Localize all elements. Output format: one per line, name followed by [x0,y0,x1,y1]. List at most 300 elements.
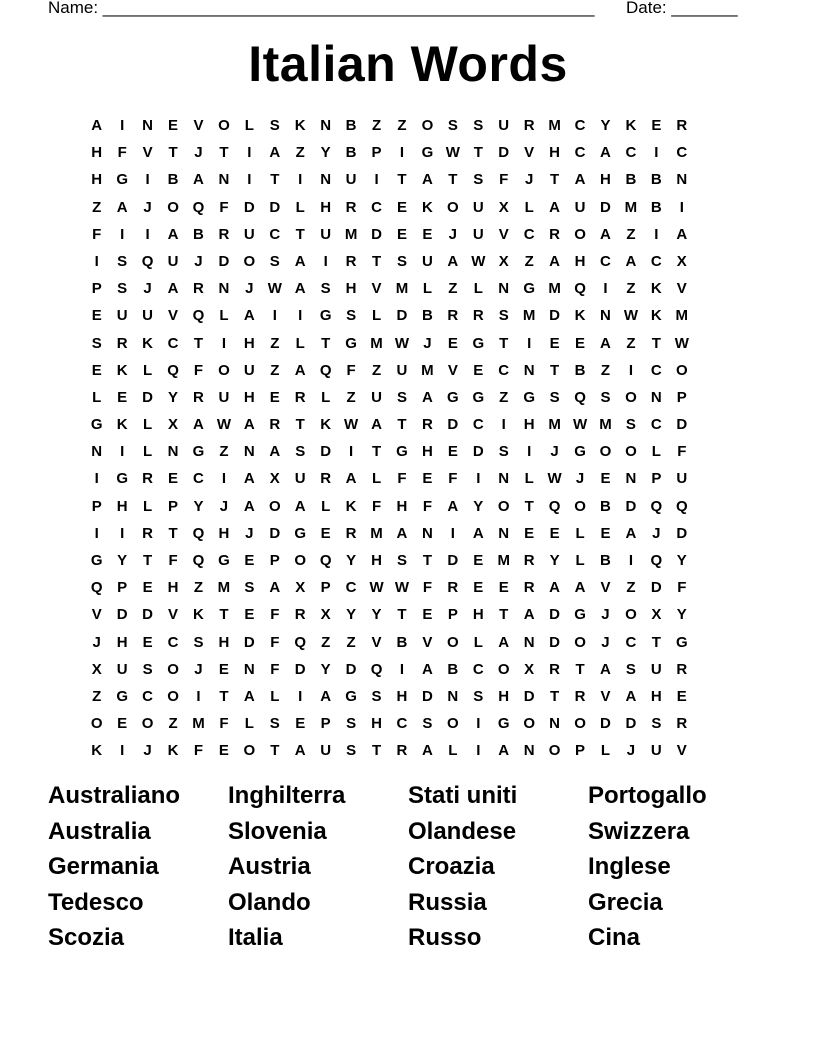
grid-letter: G [192,443,205,461]
grid-letter: H [600,171,611,189]
grid-letter: P [575,742,586,760]
grid-letter: N [421,524,433,542]
grid-letter: G [90,552,103,569]
grid-letter: E [168,470,179,488]
grid-letter: F [193,361,204,379]
grid-letter: P [168,497,179,515]
grid-letter: B [574,361,586,379]
grid-letter: K [421,198,433,216]
grid-letter: H [345,280,357,298]
grid-letter: Y [600,117,611,134]
grid-letter: P [447,606,458,624]
grid-letter: F [448,470,458,488]
grid-letter: R [676,660,688,678]
grid-letter: L [524,198,534,216]
grid-letter: A [600,334,611,352]
grid-letter: A [676,225,688,243]
grid-letter: J [550,443,559,461]
grid-letter: C [625,144,637,162]
grid-letter: E [498,579,509,597]
grid-letter: R [523,579,535,597]
grid-letter: W [216,416,231,434]
grid-letter: E [447,443,458,461]
grid-letter: W [394,334,410,352]
grid-letter: D [472,443,484,461]
grid-letter: R [447,307,459,325]
grid-letter: I [120,117,125,134]
grid-letter: N [650,388,662,406]
grid-letter: O [675,361,688,379]
grid-letter: A [294,742,306,760]
grid-letter: M [344,225,358,243]
grid-letter: R [142,470,154,488]
grid-letter: W [369,579,384,597]
word-list-item: Inglese [588,853,671,880]
grid-letter: I [145,171,150,189]
grid-letter: Z [626,225,636,243]
grid-letter: V [498,225,509,243]
grid-letter: O [574,225,586,243]
grid-letter: M [548,280,561,298]
grid-letter: Z [193,579,204,597]
grid-letter: R [294,606,306,624]
grid-letter: T [143,552,153,569]
grid-letter: D [269,198,281,216]
grid-letter: F [193,742,204,760]
grid-letter: M [217,579,231,597]
grid-letter: C [371,198,382,216]
grid-letter: Q [574,280,586,298]
grid-letter: R [447,579,459,597]
grid-letter: V [91,606,102,624]
grid-letter: Q [167,361,179,379]
grid-letter: G [294,524,307,542]
grid-letter: P [320,579,331,597]
grid-letter: A [549,579,561,597]
grid-letter: F [168,552,178,569]
grid-letter: A [371,416,382,434]
grid-letter: A [625,252,637,270]
grid-letter: Z [92,198,102,216]
grid-letter: P [320,715,331,733]
grid-letter: E [473,552,484,569]
grid-letter: T [397,606,407,624]
grid-letter: Q [548,497,561,515]
grid-letter: T [651,633,661,651]
grid-letter: C [498,361,510,379]
grid-letter: D [523,687,535,705]
grid-letter: K [345,497,357,515]
grid-letter: D [421,687,433,705]
grid-letter: C [523,225,535,243]
grid-letter: Z [524,252,534,270]
grid-letter: I [450,524,455,542]
grid-letter: I [247,171,252,189]
grid-letter: K [294,117,306,134]
grid-letter: Z [626,334,636,352]
grid-letter: A [116,198,128,216]
grid-letter: E [600,470,611,488]
grid-letter: H [371,715,382,733]
grid-letter: Z [626,280,636,298]
grid-letter: L [575,524,585,542]
grid-letter: M [370,334,383,352]
grid-letter: A [472,524,484,542]
grid-row [84,520,695,547]
grid-letter: E [549,334,560,352]
grid-letter: E [91,307,102,325]
grid-letter: A [625,524,637,542]
grid-row [84,275,695,302]
grid-letter: G [497,715,510,733]
grid-letter: W [267,280,282,298]
grid-letter: N [549,715,561,733]
grid-letter: H [167,579,179,597]
grid-letter: M [522,307,536,325]
grid-letter: T [651,334,661,352]
grid-letter: J [524,171,534,189]
grid-letter: J [601,606,610,624]
grid-row [84,139,695,166]
grid-letter: W [445,144,460,162]
word-list [48,778,788,956]
grid-letter: D [447,416,459,434]
grid-letter: I [298,687,303,705]
grid-letter: S [396,552,407,569]
word-list-item: Swizzera [588,817,690,845]
grid-letter: I [476,742,481,760]
grid-letter: H [498,687,510,705]
grid-letter: C [650,252,662,270]
grid-letter: Q [574,388,586,406]
grid-letter: E [396,198,407,216]
grid-letter: G [218,552,230,569]
grid-letter: I [298,171,303,189]
grid-letter: L [651,443,661,461]
grid-letter: C [345,579,357,597]
grid-letter: A [421,171,433,189]
grid-letter: Q [319,552,332,569]
grid-letter: M [192,715,205,733]
grid-letter: O [243,742,256,760]
grid-letter: A [421,388,433,406]
grid-letter: I [654,144,659,162]
grid-letter: A [549,252,561,270]
grid-letter: E [218,660,229,678]
grid-letter: L [473,633,483,651]
grid-letter: I [94,524,99,542]
grid-letter: X [91,660,102,678]
grid-letter: D [345,660,357,678]
grid-letter: Y [549,552,560,569]
grid-row [84,547,695,574]
grid-letter: S [117,252,128,270]
grid-letter: S [396,388,407,406]
grid-row [84,574,695,601]
grid-letter: X [320,606,331,624]
grid-letter: Q [141,252,154,270]
grid-letter: L [371,307,382,325]
grid-letter: B [625,171,637,189]
grid-letter: V [524,144,535,162]
grid-letter: S [549,388,560,406]
grid-row [84,438,695,465]
grid-letter: G [447,388,459,406]
word-list-item: Australiano [48,782,181,809]
grid-letter: H [91,171,103,189]
grid-letter: F [219,715,229,733]
grid-letter: J [92,633,101,651]
grid-letter: E [473,361,484,379]
grid-letter: Z [321,633,331,651]
grid-letter: C [396,715,408,733]
grid-letter: K [320,416,332,434]
grid-letter: D [218,252,230,270]
grid-letter: Z [270,361,280,379]
grid-letter: K [574,307,586,325]
grid-letter: U [243,225,255,243]
grid-letter: L [473,280,483,298]
grid-row [84,330,695,357]
grid-letter: S [651,715,662,733]
grid-letter: T [422,552,432,569]
grid-letter: O [447,715,459,733]
grid-letter: A [421,660,433,678]
grid-letter: A [574,579,586,597]
grid-letter: R [269,416,281,434]
grid-letter: J [575,470,585,488]
grid-letter: G [319,307,332,325]
grid-letter: W [572,416,588,434]
grid-letter: V [600,579,611,597]
grid-letter: K [193,606,204,624]
grid-letter: O [268,497,281,515]
grid-letter: D [294,660,306,678]
grid-letter: D [549,307,561,325]
grid-letter: Y [346,552,357,569]
grid-letter: B [600,552,611,569]
grid-letter: F [677,579,687,597]
grid-letter: R [574,687,586,705]
grid-letter: F [346,361,356,379]
grid-letter: A [167,280,179,298]
grid-letter: D [650,579,662,597]
grid-letter: L [448,742,458,760]
grid-letter: A [269,144,281,162]
grid-letter: K [116,361,128,379]
grid-letter: W [547,470,562,488]
grid-letter: A [269,579,281,597]
word-list-item: Italia [228,924,283,951]
grid-letter: K [142,334,154,352]
grid-letter: R [142,524,154,542]
grid-row [84,656,695,683]
grid-letter: T [575,660,585,678]
grid-row [84,166,695,193]
grid-letter: R [116,334,128,352]
grid-letter: B [345,117,357,134]
grid-letter: I [476,715,481,733]
grid-letter: A [498,742,510,760]
grid-letter: V [676,742,687,760]
grid-letter: J [143,280,152,298]
grid-letter: R [421,416,433,434]
date-label: Date: _______ [626,0,738,17]
grid-letter: T [270,171,280,189]
grid-letter: D [142,388,154,406]
grid-letter: S [422,715,433,733]
grid-letter: G [523,388,535,406]
grid-letter: N [142,117,154,134]
grid-letter: L [321,388,331,406]
word-list-item: Tedesco [48,888,144,916]
grid-letter: J [245,524,254,542]
grid-letter: S [320,280,331,298]
grid-letter: Z [397,117,407,134]
grid-letter: U [167,252,179,270]
grid-letter: G [472,334,485,352]
grid-letter: O [218,361,230,379]
grid-letter: C [600,252,611,270]
grid-letter: G [116,687,128,705]
grid-letter: B [447,660,459,678]
word-list-item: Russo [408,924,482,951]
grid-letter: S [269,117,280,134]
grid-letter: D [625,497,637,515]
grid-letter: M [599,416,612,434]
grid-letter: O [625,606,637,624]
grid-letter: C [142,687,154,705]
grid-letter: J [423,334,432,352]
grid-letter: U [243,361,255,379]
grid-letter: S [473,117,484,134]
grid-letter: I [272,307,277,325]
grid-letter: A [294,280,306,298]
grid-letter: Z [270,334,280,352]
grid-letter: F [92,225,102,243]
grid-letter: M [548,416,561,434]
grid-letter: M [421,361,434,379]
grid-letter: G [90,416,103,434]
grid-letter: U [472,225,484,243]
grid-letter: Z [219,443,229,461]
grid-letter: E [269,388,280,406]
grid-letter: F [371,497,382,515]
grid-letter: Q [319,361,332,379]
word-list-item: Olando [228,888,311,916]
grid-letter: S [371,687,382,705]
grid-letter: O [523,715,535,733]
grid-letter: Q [650,552,663,569]
grid-letter: N [625,470,637,488]
grid-letter: W [674,334,689,352]
grid-letter: D [116,606,128,624]
grid-letter: U [345,171,357,189]
grid-letter: J [219,497,229,515]
grid-letter: U [320,225,332,243]
grid-letter: F [397,470,407,488]
grid-letter: D [625,715,637,733]
grid-letter: Q [90,579,103,597]
grid-letter: T [371,443,382,461]
grid-row [84,411,695,438]
grid-letter: X [524,660,535,678]
grid-letter: E [168,117,179,134]
grid-letter: I [145,225,150,243]
grid-letter: A [243,470,255,488]
grid-letter: E [473,579,484,597]
word-list-item: Scozia [48,924,125,951]
grid-letter: A [243,307,255,325]
grid-letter: S [498,443,509,461]
grid-letter: J [194,252,203,270]
grid-letter: I [120,742,125,760]
grid-letter: N [676,171,688,189]
grid-letter: Z [371,361,382,379]
grid-row [84,493,695,520]
grid-letter: S [346,715,357,733]
grid-letter: S [473,171,484,189]
grid-letter: R [218,225,230,243]
grid-letter: N [218,171,230,189]
grid-letter: S [447,117,458,134]
grid-letter: N [523,633,535,651]
grid-letter: T [499,334,509,352]
grid-letter: G [675,633,688,651]
grid-letter: O [447,633,459,651]
grid-letter: X [676,252,687,270]
grid-letter: D [243,633,255,651]
grid-letter: A [167,225,179,243]
grid-letter: I [120,443,125,461]
grid-letter: K [650,280,662,298]
word-search-grid [84,112,695,765]
grid-letter: Y [346,606,357,624]
grid-row [84,248,695,275]
grid-letter: Q [192,198,205,216]
grid-letter: U [396,361,408,379]
grid-letter: A [447,252,459,270]
grid-letter: S [473,687,484,705]
grid-row [84,601,695,628]
grid-letter: H [574,252,586,270]
grid-letter: Z [600,361,611,379]
grid-letter: U [650,742,662,760]
grid-letter: L [244,715,254,733]
grid-letter: P [91,280,102,298]
grid-letter: I [120,524,125,542]
grid-row [84,683,695,710]
grid-letter: E [218,742,229,760]
name-label: Name: ____________________________________________________ [48,0,595,17]
grid-letter: S [244,579,255,597]
grid-letter: Y [371,606,382,624]
grid-letter: Q [294,633,307,651]
grid-letter: J [448,225,458,243]
grid-letter: H [243,388,255,406]
grid-letter: N [91,443,103,461]
word-list-item: Grecia [588,888,663,916]
grid-letter: L [143,416,153,434]
grid-letter: B [650,198,662,216]
grid-letter: Z [448,280,458,298]
grid-letter: N [523,742,535,760]
grid-letter: V [168,606,179,624]
word-list-item: Portogallo [588,782,707,809]
grid-row [84,465,695,492]
grid-letter: D [600,715,611,733]
grid-letter: A [600,144,611,162]
